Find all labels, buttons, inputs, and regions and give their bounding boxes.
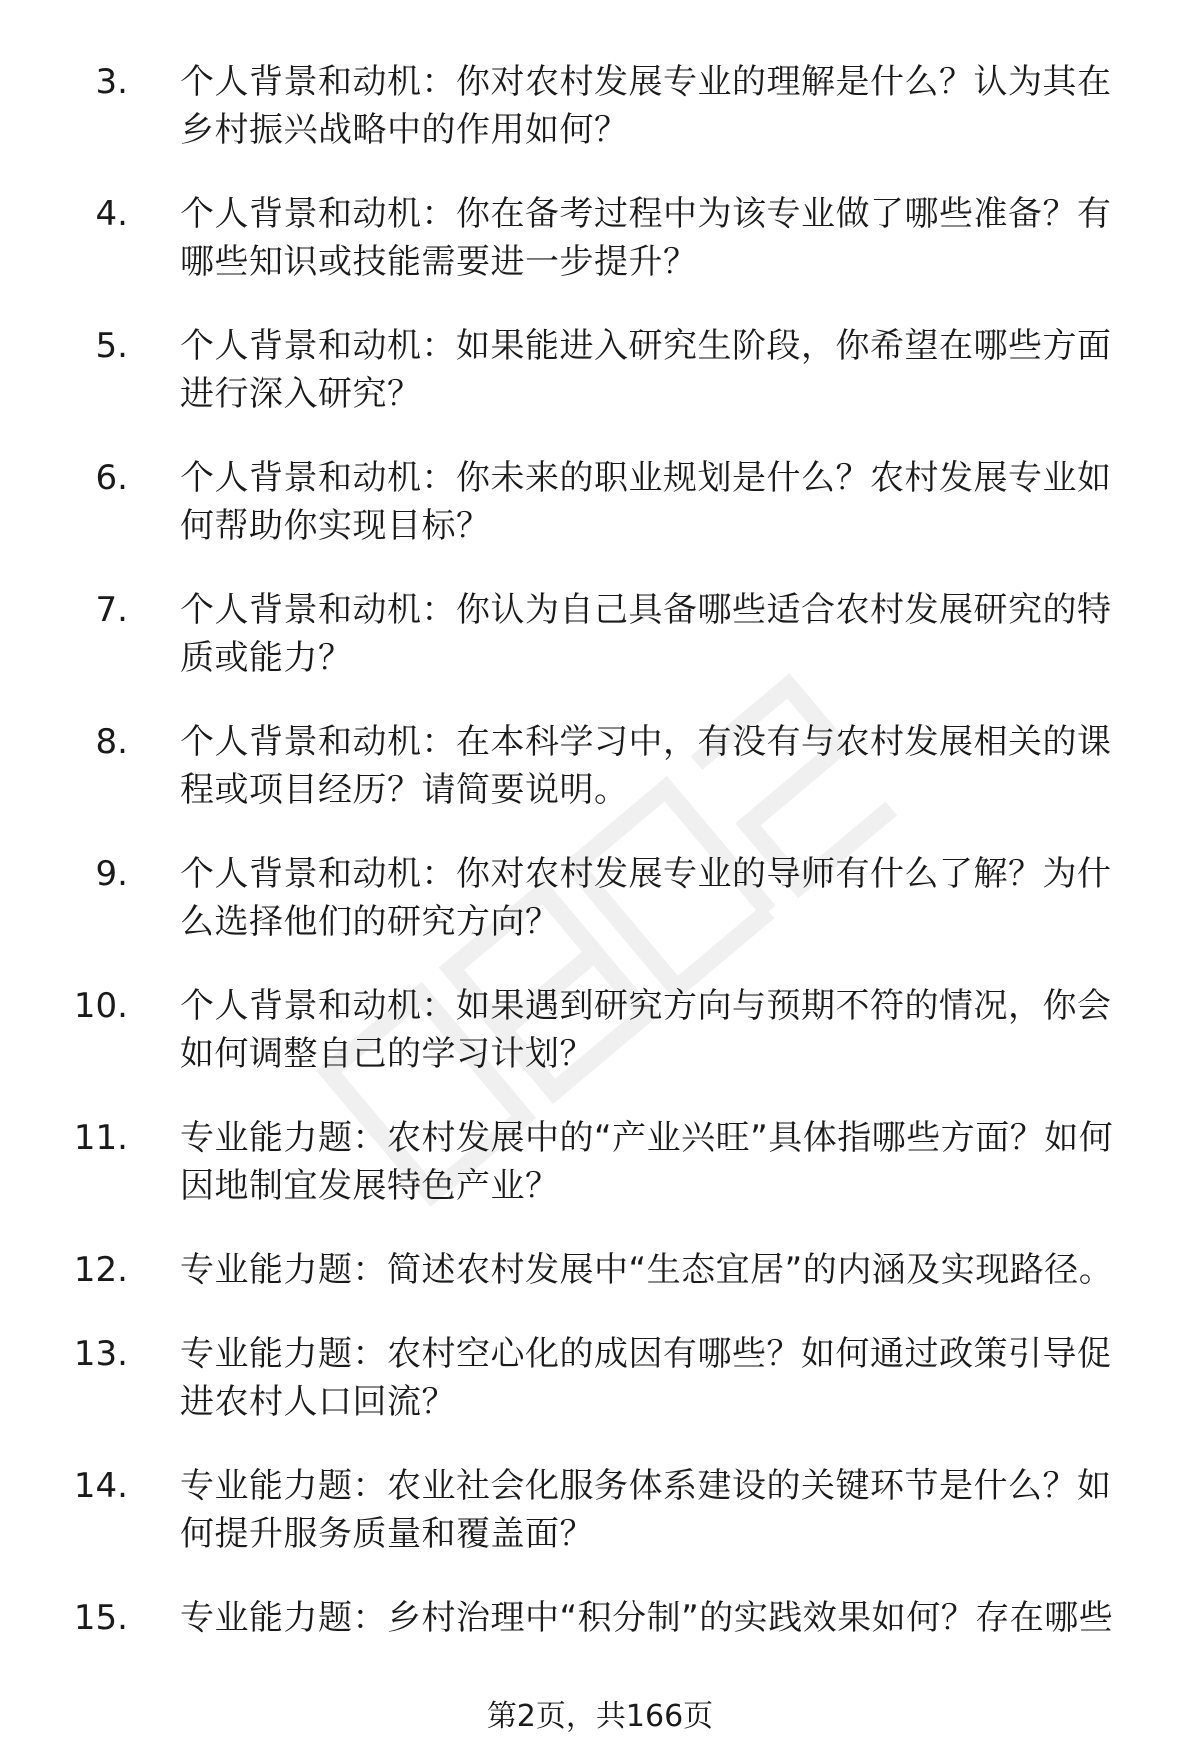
item-text: 专业能力题：农村空心化的成因有哪些？如何通过政策引导促进农村人口回流？ [180, 1334, 1112, 1422]
item-number: 10. [73, 986, 128, 1026]
item-number: 12. [73, 1250, 128, 1290]
list-item [52, 454, 1137, 550]
item-number: 15. [73, 1598, 128, 1638]
item-text: 个人背景和动机：你对农村发展专业的导师有什么了解？为什么选择他们的研究方向？ [180, 854, 1112, 942]
item-number: 9. [95, 854, 128, 894]
list-item [52, 1462, 1137, 1558]
item-number: 4. [95, 194, 128, 234]
item-number: 14. [73, 1466, 128, 1506]
item-text: 专业能力题：简述农村发展中“生态宜居”的内涵及实现路径。 [180, 1250, 1114, 1290]
item-text: 个人背景和动机：你在备考过程中为该专业做了哪些准备？有哪些知识或技能需要进一步提升？ [180, 194, 1112, 282]
list-item [52, 586, 1137, 682]
item-number: 7. [95, 590, 128, 630]
item-text: 个人背景和动机：如果遇到研究方向与预期不符的情况，你会如何调整自己的学习计划？ [180, 986, 1112, 1074]
page-number-footer: 第2页，共166页 [486, 1699, 714, 1734]
list-item [52, 1330, 1137, 1426]
list-item [52, 982, 1137, 1078]
list-item [52, 718, 1137, 814]
question-list [52, 58, 1137, 1678]
item-text: 个人背景和动机：在本科学习中，有没有与农村发展相关的课程或项目经历？请简要说明。 [180, 722, 1112, 810]
item-number: 11. [73, 1118, 128, 1158]
list-item [52, 1114, 1137, 1210]
list-item [52, 1246, 1137, 1294]
list-item [52, 322, 1137, 418]
list-item [52, 1594, 1137, 1642]
item-number: 8. [95, 722, 128, 762]
item-text: 专业能力题：农村发展中的“产业兴旺”具体指哪些方面？如何因地制宜发展特色产业？ [180, 1118, 1114, 1206]
list-item [52, 850, 1137, 946]
item-text: 个人背景和动机：你对农村发展专业的理解是什么？认为其在乡村振兴战略中的作用如何？ [180, 62, 1112, 150]
item-number: 3. [95, 62, 128, 102]
list-item [52, 58, 1137, 154]
item-text: 专业能力题：乡村治理中“积分制”的实践效果如何？存在哪些 [180, 1598, 1114, 1638]
item-number: 5. [95, 326, 128, 366]
list-item [52, 190, 1137, 286]
item-text: 个人背景和动机：你认为自己具备哪些适合农村发展研究的特质或能力？ [180, 590, 1112, 678]
item-text: 个人背景和动机：如果能进入研究生阶段，你希望在哪些方面进行深入研究？ [180, 326, 1112, 414]
item-number: 6. [95, 458, 128, 498]
item-text: 专业能力题：农业社会化服务体系建设的关键环节是什么？如何提升服务质量和覆盖面？ [180, 1466, 1112, 1554]
item-text: 个人背景和动机：你未来的职业规划是什么？农村发展专业如何帮助你实现目标？ [180, 458, 1112, 546]
item-number: 13. [73, 1334, 128, 1374]
